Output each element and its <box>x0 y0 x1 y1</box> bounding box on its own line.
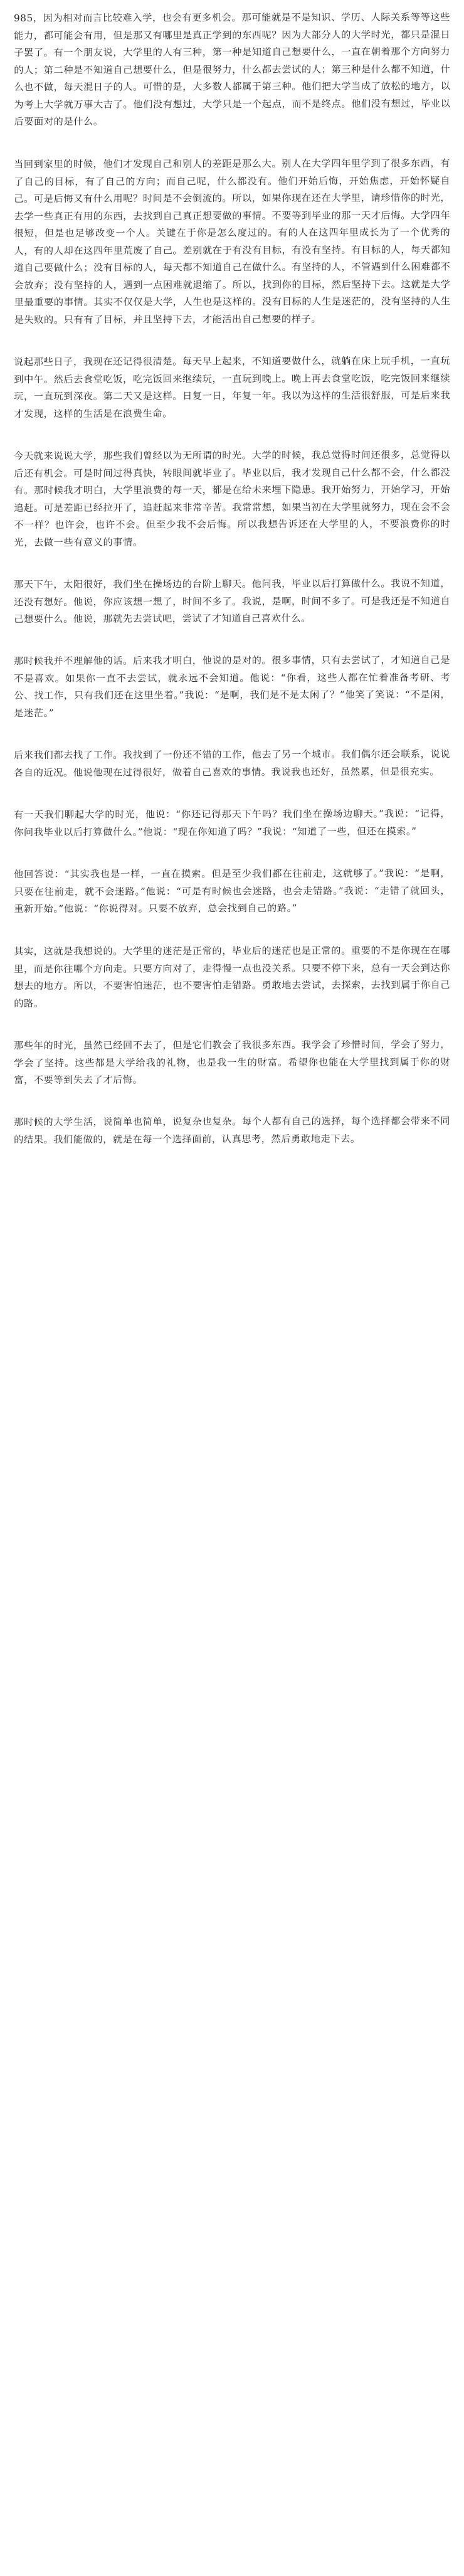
paragraph: 那天下午，太阳很好，我们坐在操场边的台阶上聊天。他问我，毕业以后打算做什么。我说不知道，还没有想好。他说，你应该想一想了，时间不多了。我说，是啊，时间不多了。可是我还是不知道自己想要什么。他说，那就先去尝试吧，尝试了才知道自己喜欢什么。 <box>14 577 451 625</box>
paragraph: 后来我们都去找了工作。我找到了一份还不错的工作，他去了另一个城市。我们偶尔还会联系，说说各自的近况。他说他现在过得很好，做着自己喜欢的事情。我说我也还好，虽然累，但是很充实。 <box>14 748 451 778</box>
paragraph: 那时候的大学生活，说简单也简单，说复杂也复杂。每个人都有自己的选择，每个选择都会带来不同的结果。我们能做的，就是在每一个选择面前，认真思考，然后勇敢地走下去。 <box>14 1115 451 1145</box>
paragraph: 其实，这就是我想说的。大学里的迷茫是正常的，毕业后的迷茫也是正常的。重要的不是你现在在哪里，而是你往哪个方向走。只要方向对了，走得慢一点也没关系。只要不停下来，总有一天会到达你想去的地方。所以，不要害怕迷茫，也不要害怕走错路。勇敢地去尝试，去探索，去找到属于你自己的路。 <box>14 944 451 1009</box>
paragraph: 说起那些日子，我现在还记得很清楚。每天早上起来，不知道要做什么，就躺在床上玩手机，一直玩到中午。然后去食堂吃饭，吃完饭回来继续玩，一直玩到晚上。晚上再去食堂吃饭，吃完饭回来继续玩，一直玩到深夜。第二天又是这样。日复一日，年复一年。我以为这样的生活很舒服，可是后来我才发现，这样的生活是在浪费生命。 <box>14 354 451 419</box>
paragraph: 985，因为相对而言比较难入学，也会有更多机会。那可能就是不是知识、学历、人际关系等等这些能力，都可能会有用，但是那又有哪里是真正学到的东西呢？因为大部分人的大学时光，都只是混日子罢了。有一个朋友说，大学里的人有三种，第一种是知道自己想要什么，一直在朝着那个方向努力的人；第二种是不知道自己想要什么，但是很努力，什么都去尝试的人；第三种是什么都不知道，什么也不做，每天混日子的人。可惜的是，大多数人都属于第三种。他们把大学当成了放松的地方，以为考上大学就万事大吉了。他们没有想过，大学只是一个起点，而不是终点。他们没有想过，毕业以后要面对的是什么。 <box>14 11 451 127</box>
paragraph: 那些年的时光，虽然已经回不去了，但是它们教会了我很多东西。我学会了珍惜时间，学会了努力，学会了坚持。这些都是大学给我的礼物，也是我一生的财富。希望你也能在大学里找到属于你的财富，不要等到失去了才后悔。 <box>14 1038 451 1086</box>
paragraph: 今天就来说说大学，那些我们曾经以为无所谓的时光。大学的时候，我总觉得时间还很多，总觉得以后还有机会。可是时间过得真快，转眼间就毕业了。毕业以后，我才发现自己什么都不会，什么都没有。那时候我才明白，大学里浪费的每一天，都是在给未来埋下隐患。我开始努力，开始学习，开始追赶。可是差距已经拉开了，追赶起来非常辛苦。我常常想，如果当初在大学里就努力，现在会不会不一样？也许会，也许不会。但至少我不会后悔。所以我想告诉还在大学里的人，不要浪费你的时光，去做一些有意义的事情。 <box>14 448 451 548</box>
paragraph: 那时候我并不理解他的话。后来我才明白，他说的是对的。很多事情，只有去尝试了，才知道自己是不是喜欢。如果你一直不去尝试，就永远不会知道。他说：“你看，这些人都在忙着准备考研、考公、找工作，只有我们还在这里坐着。”我说：“是啊，我们是不是太闲了？”他笑了笑说：“不是闲，是迷茫。” <box>14 654 451 719</box>
paragraph: 当回到家里的时候，他们才发现自己和别人的差距是那么大。别人在大学四年里学到了很多东西，有了自己的目标，有了自己的方向；而自己呢，什么都没有。他们开始后悔，开始焦虑，开始怀疑自己。可是后悔又有什么用呢？时间是不会倒流的。所以，如果你现在还在大学里，请珍惜你的时光，去学一些真正有用的东西，去找到自己真正想要做的事情。不要等到毕业的那一天才后悔。大学四年很短，但是也足够改变一个人。关键在于你是怎么度过的。有的人在这四年里成长为了一个优秀的人，有的人却在这四年里荒废了自己。差别就在于有没有目标，有没有坚持。有目标的人，每天都知道自己要做什么；没有目标的人，每天都不知道自己在做什么。有坚持的人，不管遇到什么困难都不会放弃；没有坚持的人，遇到一点困难就退缩了。所以，找到你的目标，然后坚持下去。这就是大学里最重要的事情。其实不仅仅是大学，人生也是这样的。没有目标的人生是迷茫的，没有坚持的人生是失败的。只有有了目标，并且坚持下去，才能活出自己想要的样子。 <box>14 157 451 325</box>
paragraph: 他回答说：“其实我也是一样，一直在摸索。但是至少我们都在往前走，这就够了。”我说：“是啊，只要在往前走，就不会迷路。”他说：“可是有时候也会迷路，也会走错路。”我说：“走错了就回头，重新开始。”他说：“你说得对。只要不放弃，总会找到自己的路。” <box>14 867 451 914</box>
paragraph: 有一天我们聊起大学的时光，他说：“你还记得那天下午吗？我们坐在操场边聊天。”我说：“记得，你问我毕业以后打算做什么。”他说：“现在你知道了吗？”我说：“知道了一些，但还在摸索。” <box>14 808 451 838</box>
